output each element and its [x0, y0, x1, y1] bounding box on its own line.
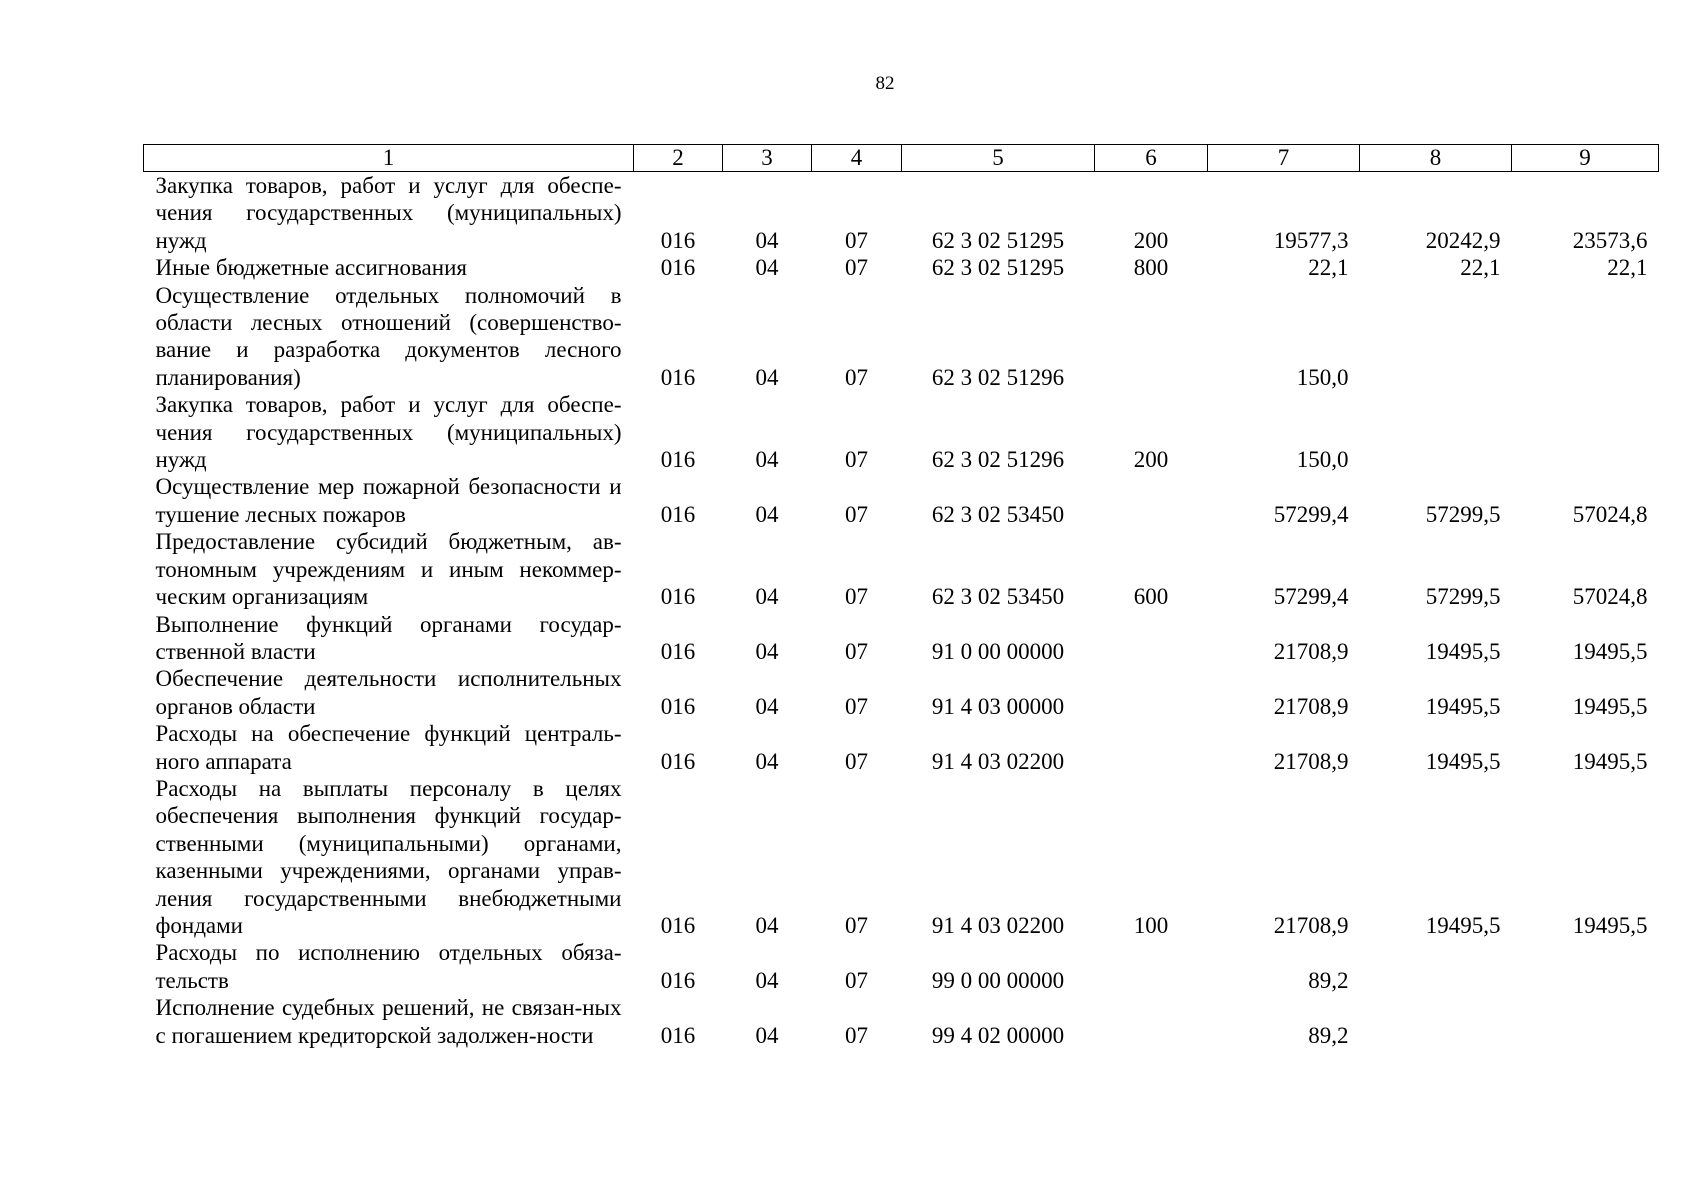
table-row [144, 994, 1659, 1049]
row-amount-col8-cell: 19495,5 [1425, 693, 1501, 719]
table-row [144, 473, 1659, 528]
row-subsection-code-cell: 07 [845, 255, 868, 281]
row-expense-type-cell [1095, 282, 1208, 392]
row-subsection-code-cell: 07 [845, 447, 868, 473]
row-amount-col8-cell: 19495,5 [1425, 748, 1501, 774]
row-ministry-code-cell: 016 [660, 227, 696, 253]
row-name-cell: Закупка товаров, работ и услуг для обеспе-чения государственных (муниципальных) нужд [155, 173, 622, 253]
row-expense-type-cell [1095, 665, 1208, 720]
row-name-cell: Иные бюджетные ассигнования [155, 255, 467, 281]
row-subsection-code-cell: 07 [845, 1022, 868, 1048]
row-amount-col8-cell: 19495,5 [1425, 638, 1501, 664]
row-subsection-code-cell: 07 [845, 364, 868, 390]
row-ministry-code-cell: 016 [660, 447, 696, 473]
row-amount-col8-cell: 57299,5 [1425, 584, 1501, 610]
row-amount-col8-cell [1360, 939, 1512, 994]
row-subsection-code-cell: 07 [845, 501, 868, 527]
row-name-cell: Расходы по исполнению отдельных обяза-тельств [155, 940, 622, 993]
row-ministry-code-cell: 016 [660, 912, 696, 938]
header-cell-8: 8 [1360, 145, 1512, 172]
header-cell-2: 2 [634, 145, 723, 172]
header-cell-1: 1 [144, 145, 634, 172]
row-amount-col8-cell [1360, 994, 1512, 1049]
row-target-article-cell: 91 4 03 02200 [931, 912, 1065, 938]
row-ministry-code-cell: 016 [660, 255, 696, 281]
row-name-cell: Расходы на обеспечение функций централь-ного аппарата [155, 721, 622, 774]
row-section-code-cell: 04 [755, 967, 779, 993]
row-expense-type-cell: 200 [1133, 227, 1169, 253]
header-cell-6: 6 [1095, 145, 1208, 172]
row-ministry-code-cell: 016 [660, 364, 696, 390]
row-amount-col7-cell: 89,2 [1308, 1022, 1349, 1048]
row-amount-col9-cell: 19495,5 [1572, 912, 1648, 938]
row-expense-type-cell: 200 [1133, 447, 1169, 473]
table-body [144, 172, 1659, 1050]
row-subsection-code-cell: 07 [845, 584, 868, 610]
row-target-article-cell: 99 4 02 00000 [931, 1022, 1065, 1048]
row-amount-col9-cell [1512, 994, 1659, 1049]
row-amount-col8-cell: 22,1 [1460, 255, 1501, 281]
row-name-cell: Обеспечение деятельности исполнительных органов области [155, 666, 622, 719]
row-name-cell: Закупка товаров, работ и услуг для обеспе-чения государственных (муниципальных) нужд [155, 392, 622, 473]
row-ministry-code-cell: 016 [660, 967, 696, 993]
row-name-cell: Расходы на выплаты персоналу в целях обеспечения выполнения функций государ-ственными (муниципальными) органами, казенными учреждениями, органами управ-ления государственными внебюджетными фондами [155, 775, 622, 938]
table-row [144, 391, 1659, 473]
row-section-code-cell: 04 [755, 584, 779, 610]
row-ministry-code-cell: 016 [660, 584, 696, 610]
row-amount-col7-cell: 57299,4 [1273, 584, 1349, 610]
row-name-cell: Предоставление субсидий бюджетным, ав-тономным учреждениям и иным некоммер-ческим организациям [155, 529, 622, 610]
row-name-cell: Выполнение функций органами государ-ственной власти [155, 611, 622, 664]
row-expense-type-cell [1095, 939, 1208, 994]
header-cell-4: 4 [812, 145, 902, 172]
row-target-article-cell: 99 0 00 00000 [931, 967, 1065, 993]
table-row [144, 775, 1659, 939]
table-row [144, 172, 1659, 255]
row-amount-col9-cell: 57024,8 [1572, 584, 1648, 610]
row-amount-col7-cell: 89,2 [1308, 967, 1349, 993]
row-expense-type-cell: 100 [1133, 912, 1169, 938]
row-amount-col7-cell: 19577,3 [1273, 227, 1349, 253]
budget-table [143, 144, 1659, 1049]
row-subsection-code-cell: 07 [845, 967, 868, 993]
row-name-cell: Осуществление отдельных полномочий в области лесных отношений (совершенство-вание и разработка документов лесного планирования) [155, 282, 622, 390]
row-subsection-code-cell: 07 [845, 748, 868, 774]
row-ministry-code-cell: 016 [660, 748, 696, 774]
row-amount-col7-cell: 57299,4 [1273, 501, 1349, 527]
row-target-article-cell: 91 0 00 00000 [931, 638, 1065, 664]
row-ministry-code-cell: 016 [660, 501, 696, 527]
table-row [144, 720, 1659, 775]
row-amount-col7-cell: 21708,9 [1273, 912, 1349, 938]
row-section-code-cell: 04 [755, 501, 779, 527]
row-section-code-cell: 04 [755, 364, 779, 390]
row-name-cell: Исполнение судебных решений, не связан-ных с погашением кредиторской задолжен-ности [155, 995, 622, 1048]
row-amount-col9-cell [1512, 282, 1659, 392]
row-section-code-cell: 04 [755, 255, 779, 281]
row-expense-type-cell: 600 [1133, 584, 1169, 610]
row-expense-type-cell [1095, 473, 1208, 528]
row-amount-col9-cell: 19495,5 [1572, 638, 1648, 664]
row-subsection-code-cell: 07 [845, 912, 868, 938]
row-target-article-cell: 62 3 02 53450 [931, 501, 1065, 527]
row-target-article-cell: 91 4 03 00000 [931, 693, 1065, 719]
row-expense-type-cell: 800 [1133, 255, 1169, 281]
row-amount-col9-cell: 19495,5 [1572, 748, 1648, 774]
row-section-code-cell: 04 [755, 1022, 779, 1048]
header-cell-9: 9 [1512, 145, 1659, 172]
row-ministry-code-cell: 016 [660, 693, 696, 719]
header-cell-3: 3 [723, 145, 812, 172]
row-amount-col8-cell: 57299,5 [1425, 501, 1501, 527]
row-section-code-cell: 04 [755, 638, 779, 664]
row-amount-col8-cell: 19495,5 [1425, 912, 1501, 938]
row-target-article-cell: 62 3 02 51296 [931, 447, 1065, 473]
header-cell-5: 5 [902, 145, 1095, 172]
row-section-code-cell: 04 [755, 912, 779, 938]
row-ministry-code-cell: 016 [660, 638, 696, 664]
row-amount-col7-cell: 21708,9 [1273, 638, 1349, 664]
row-amount-col7-cell: 21708,9 [1273, 693, 1349, 719]
table-row [144, 665, 1659, 720]
table-header-row [144, 145, 1659, 172]
table-row [144, 254, 1659, 281]
row-section-code-cell: 04 [755, 227, 779, 253]
row-amount-col9-cell: 23573,6 [1572, 227, 1648, 253]
row-expense-type-cell [1095, 994, 1208, 1049]
row-amount-col9-cell: 19495,5 [1572, 693, 1648, 719]
row-target-article-cell: 62 3 02 51295 [931, 255, 1065, 281]
row-amount-col7-cell: 22,1 [1308, 255, 1349, 281]
page-number: 82 [875, 73, 895, 94]
row-expense-type-cell [1095, 611, 1208, 666]
row-amount-col8-cell [1360, 391, 1512, 473]
row-subsection-code-cell: 07 [845, 693, 868, 719]
row-amount-col8-cell [1360, 282, 1512, 392]
table-row [144, 282, 1659, 392]
row-target-article-cell: 62 3 02 51296 [931, 364, 1065, 390]
table-row [144, 939, 1659, 994]
row-section-code-cell: 04 [755, 693, 779, 719]
table-row [144, 528, 1659, 610]
row-expense-type-cell [1095, 720, 1208, 775]
row-subsection-code-cell: 07 [845, 638, 868, 664]
row-amount-col7-cell: 150,0 [1296, 364, 1349, 390]
table-row [144, 611, 1659, 666]
row-section-code-cell: 04 [755, 748, 779, 774]
row-amount-col9-cell [1512, 391, 1659, 473]
row-name-cell: Осуществление мер пожарной безопасности и тушение лесных пожаров [155, 474, 622, 527]
table-header [144, 145, 1659, 172]
row-amount-col7-cell: 21708,9 [1273, 748, 1349, 774]
row-amount-col9-cell: 57024,8 [1572, 501, 1648, 527]
row-section-code-cell: 04 [755, 447, 779, 473]
row-amount-col7-cell: 150,0 [1296, 447, 1349, 473]
row-ministry-code-cell: 016 [660, 1022, 696, 1048]
row-target-article-cell: 62 3 02 51295 [931, 227, 1065, 253]
row-amount-col9-cell: 22,1 [1607, 255, 1648, 281]
row-amount-col8-cell: 20242,9 [1425, 227, 1501, 253]
header-cell-7: 7 [1208, 145, 1360, 172]
row-target-article-cell: 62 3 02 53450 [931, 584, 1065, 610]
row-amount-col9-cell [1512, 939, 1659, 994]
row-target-article-cell: 91 4 03 02200 [931, 748, 1065, 774]
row-subsection-code-cell: 07 [845, 227, 868, 253]
